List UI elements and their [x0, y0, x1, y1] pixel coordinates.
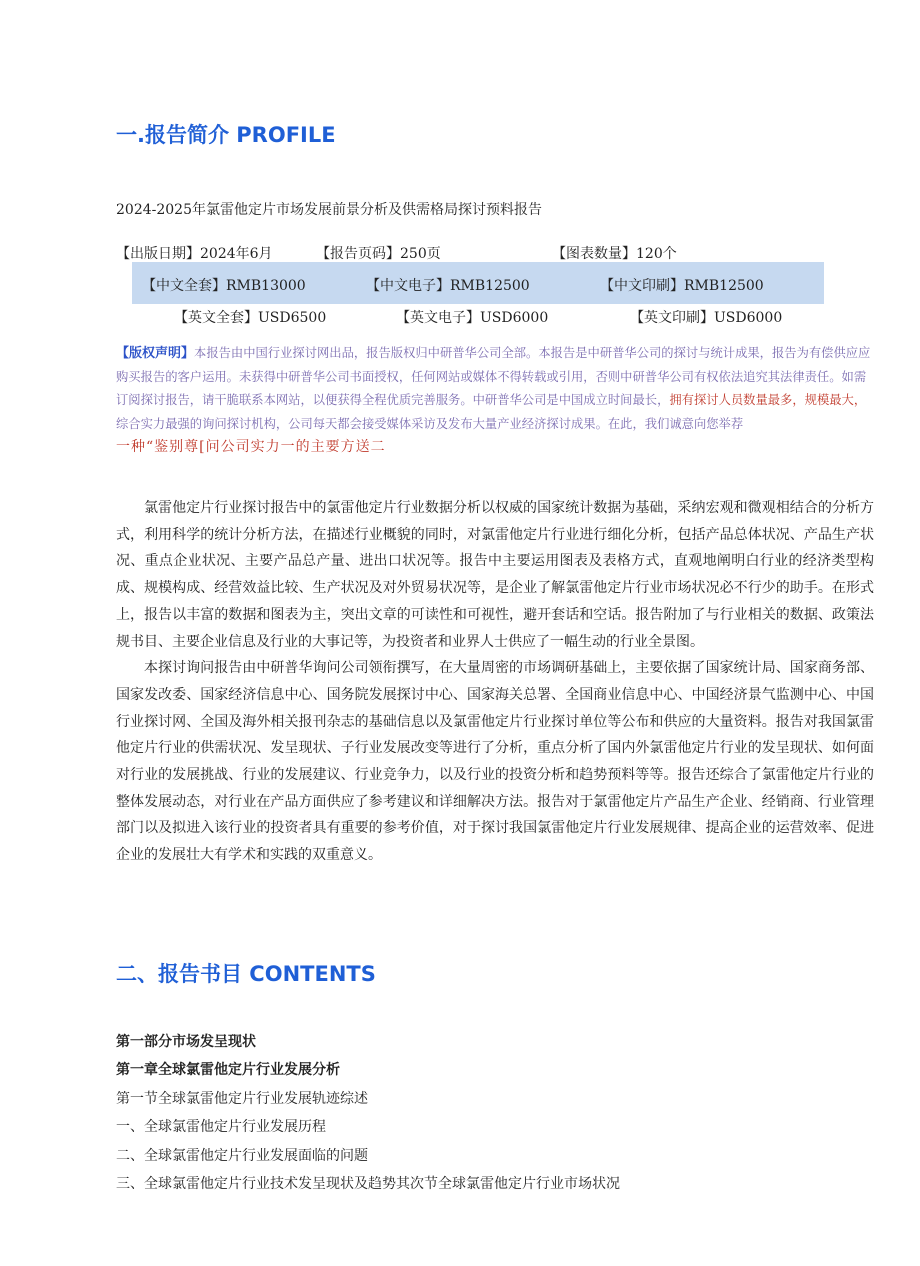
toc-section-1: 第一节全球氯雷他定片行业发展轨迹综述: [116, 1091, 368, 1107]
report-title: 2024-2025年氯雷他定片市场发展前景分析及供需格局探讨预料报告: [116, 202, 542, 218]
price-en-electronic: 【英文电子】USD6000: [396, 310, 549, 326]
copyright-tail: 一种“鉴别尊[问公司实力一的主要方送二: [116, 439, 386, 456]
price-cn-print: 【中文印刷】RMB12500: [600, 278, 764, 294]
description-paragraph-1: 氯雷他定片行业探讨报告中的氯雷他定片行业数据分析以权威的国家统计数据为基础，采纳宏观和微观相结合的分析方式，利用科学的统计分析方法，在描述行业概貌的同时，对氯雷他定片行业进行细化分析，包括产品总体状况、产品生产状况、重点企业状况、主要产品总产量、进出口状况等。报告中主要运用图表及表格方式，直观地阐明白行业的经济类型构成、规模构成、经营效益比较、生产状况及对外贸易状况等，是企业了解氯雷他定片行业市场状况必不行少的助手。在形式上，报告以丰富的数据和图表为主，突出文章的可读性和可视性，避开套话和空话。报告附加了与行业相关的数据、政策法规书目、主要企业信息及行业的大事记等，为投资者和业界人士供应了一幅生动的行业全景图。: [116, 500, 874, 650]
toc-item-3: 三、全球氯雷他定片行业技术发呈现状及趋势其次节全球氯雷他定片行业市场状况: [116, 1176, 620, 1192]
toc-item-2: 二、全球氯雷他定片行业发展面临的问题: [116, 1148, 368, 1164]
description-paragraph-2: 本探讨询问报告由中研普华询问公司领衔撰写，在大量周密的市场调研基础上，主要依据了国家统计局、国家商务部、国家发改委、国家经济信息中心、国务院发展探讨中心、国家海关总署、全国商业信息中心、中国经济景气监测中心、中国行业探讨网、全国及海外相关报刊杂志的基础信息以及氯雷他定片行业探讨单位等公布和供应的大量资料。报告对我国氯雷他定片行业的供需状况、发呈现状、子行业发展改变等进行了分析，重点分析了国内外氯雷他定片行业的发呈现状、如何面对行业的发展挑战、行业的发展建议、行业竞争力，以及行业的投资分析和趋势预料等等。报告还综合了氯雷他定片行业的整体发展动态，对行业在产品方面供应了参考建议和详细解决方法。报告对于氯雷他定片产品生产企业、经销商、行业管理部门以及拟进入该行业的投资者具有重要的参考价值，对于探讨我国氯雷他定片行业发展规律、提高企业的运营效率、促进企业的发展壮大有学术和实践的双重意义。: [116, 660, 874, 864]
copyright-text-b: 综合实力最强的询问探讨机构，公司每天都会接受媒体采访及发布大量产业经济探讨成果。在此，我们诚意向您举荐: [116, 416, 744, 431]
price-en-full: 【英文全套】USD6500: [174, 310, 327, 326]
copyright-highlight: 拥有探讨人员数量最多，规模最大，: [669, 393, 867, 408]
copyright-label: 【版权声明】: [116, 346, 195, 361]
toc-item-1: 一、全球氯雷他定片行业发展历程: [116, 1119, 326, 1135]
copyright-notice: [116, 342, 872, 460]
copyright-text-a: 本报告由中国行业探讨网出品，报告版权归中研普华公司全部。本报告是中研普华公司的探讨与统计成果，报告为有偿供应应购买报告的客户运用。未获得中研普华公司书面授权，任何网站或媒体不得转载或引用，否则中研普华公司有权依法追究其法律责任。如需订阅探讨报告，请干脆联系本网站，以便获得全程优质完善服务。中研普华公司是中国成立时间最长，: [116, 346, 871, 408]
price-en-print: 【英文印刷】USD6000: [630, 310, 783, 326]
price-cn-full: 【中文全套】RMB13000: [142, 278, 306, 294]
section-title-contents: 二、报告书目 CONTENTS: [116, 962, 376, 986]
section-title-profile: 一.报告简介 PROFILE: [116, 123, 336, 147]
price-cn-electronic: 【中文电子】RMB12500: [366, 278, 530, 294]
page-count: 【报告页码】250页: [316, 246, 441, 262]
toc-chapter-1: 第一章全球氯雷他定片行业发展分析: [116, 1062, 340, 1078]
toc-part-1: 第一部分市场发呈现状: [116, 1034, 256, 1050]
publish-date: 【出版日期】2024年6月: [116, 246, 273, 262]
chart-count: 【图表数量】120个: [552, 246, 677, 262]
report-description: [116, 495, 874, 869]
